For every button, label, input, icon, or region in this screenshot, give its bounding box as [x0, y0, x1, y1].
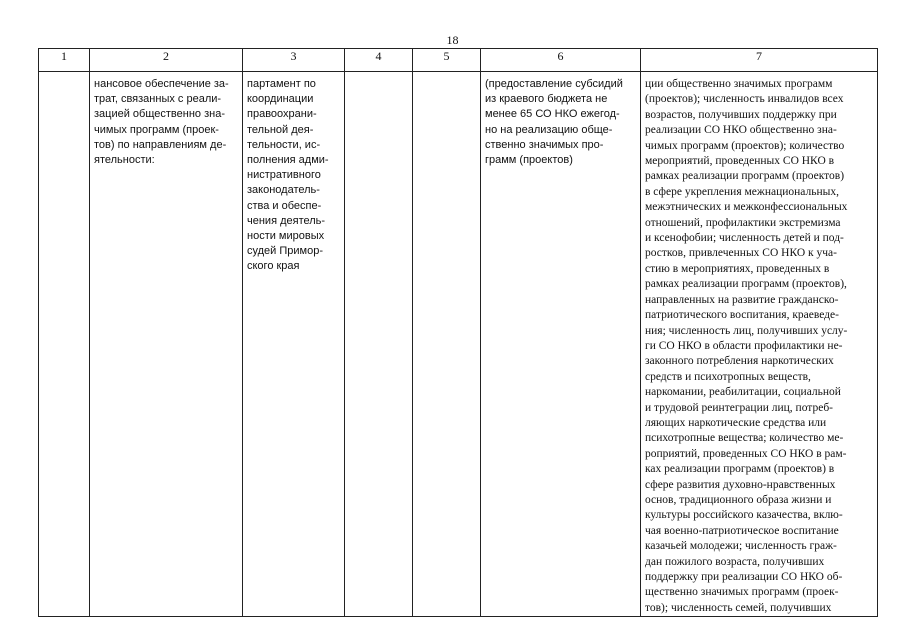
- cell-col6-text: (предоставление субсидий из краевого бюджета не менее 65 СО НКО ежегод- но на реализацию обще- ственно значимых про- грамм (проектов): [485, 78, 623, 167]
- column-header-4: 4: [345, 49, 413, 72]
- cell-col7: [641, 72, 878, 617]
- cell-col3: [243, 72, 345, 617]
- cell-col7-text: ции общественно значимых программ (проектов); численность инвалидов всех возрастов, получивших поддержку при реализации СО НКО общественно зна- чимых программ (проектов); количество мероприятий, проведенных СО НКО в рамках реализации программ (проектов) в сфере укрепления межнациональных, межэтнических и межконфессиональных отношений, профилактики экстремизма и ксенофобии; численность детей и под- ростков, привлеченных СО НКО к уча- стию в мероприятиях, проведенных в рамках реализации программ (проектов), направленных на развитие гражданско- патриотического воспитания, краеведе- ния; численность лиц, получивших услу- ги СО НКО в области профилактики не- законного потребления наркотических средств и психотропных веществ, наркомании, реабилитации, социальной и трудовой реинтеграции лиц, потреб- ляющих наркотические средства или психотропные вещества; количество ме- роприятий, проведенных СО НКО в рам- ках реализации программ (проектов) в сфере развития духовно-нравственных основ, традиционного образа жизни и культуры российского казачества, вклю- чая военно-патриотическое воспитание казачьей молодежи; численность граж- дан пожилого возраста, получивших поддержку при реализации СО НКО об- щественно значимых программ (проек- тов); численность семей, получивших: [645, 78, 848, 614]
- cell-col1-text: [39, 72, 89, 77]
- document-table: [38, 48, 878, 617]
- table-header-row: [39, 49, 878, 72]
- column-header-6: 6: [481, 49, 641, 72]
- table-row: [39, 72, 878, 617]
- column-header-2: 2: [90, 49, 243, 72]
- cell-col6: [481, 72, 641, 617]
- column-header-3: 3: [243, 49, 345, 72]
- cell-col5: [413, 72, 481, 617]
- column-header-5: 5: [413, 49, 481, 72]
- column-header-1: 1: [39, 49, 90, 72]
- cell-col4: [345, 72, 413, 617]
- cell-col4-text: [345, 72, 412, 77]
- page-number: 18: [446, 33, 459, 47]
- cell-col2-text: нансовое обеспечение за- трат, связанных с реали- зацией общественно зна- чимых программ (проек- тов) по направлениям де- ятельности:: [94, 78, 229, 167]
- cell-col3-text: партамент по координации правоохрани- тельной дея- тельности, ис- полнения адми- нистративного законодатель- ства и обеспе- чения деятель- ности мировых судей Примор- ского края: [247, 78, 329, 273]
- cell-col5-text: [413, 72, 480, 77]
- cell-col1: [39, 72, 90, 617]
- column-header-7: 7: [641, 49, 878, 72]
- cell-col2: [90, 72, 243, 617]
